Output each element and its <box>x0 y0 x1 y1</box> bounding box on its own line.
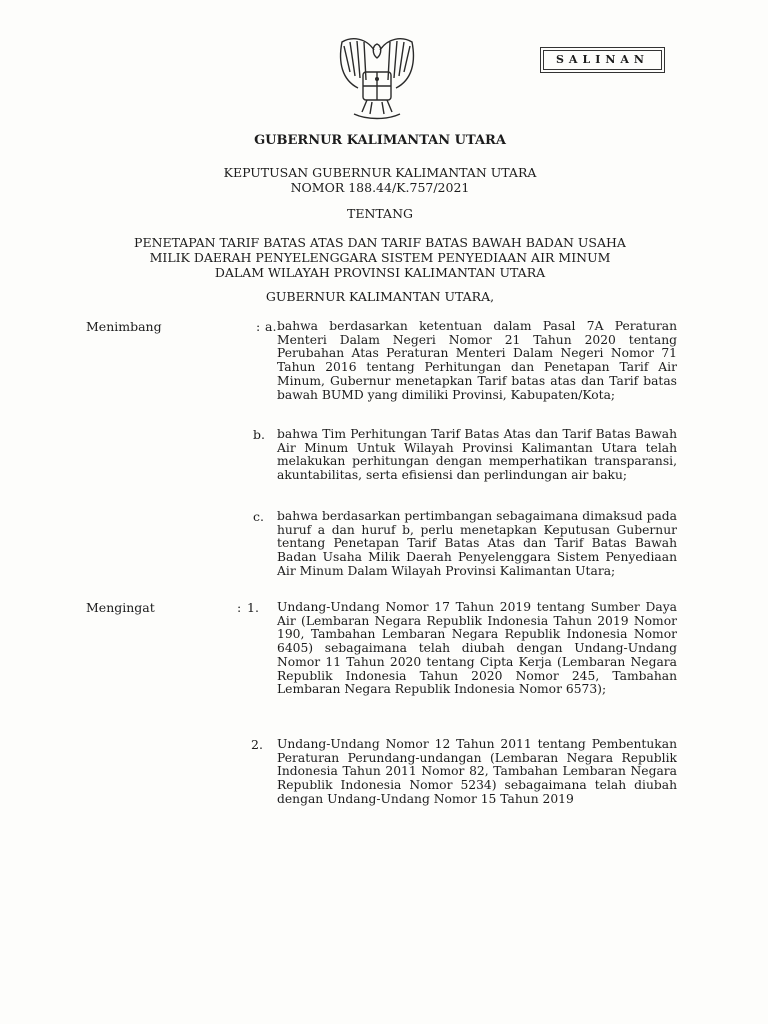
decision-subject <box>60 235 700 280</box>
garuda-emblem-icon <box>322 32 432 124</box>
mengingat-label: Mengingat <box>86 600 155 615</box>
item-marker: 1. <box>247 600 259 615</box>
decision-title <box>60 165 700 195</box>
menimbang-label: Menimbang <box>86 319 162 334</box>
item-marker: b. <box>253 427 265 442</box>
mengingat-colon: : <box>237 600 242 615</box>
item-marker: a. <box>265 319 277 334</box>
menimbang-item-c: bahwa berdasarkan pertimbangan sebagaimana dimaksud pada huruf a dan huruf b, perlu menetapkan Keputusan Gubernur tentang Penetapan Tarif Batas Atas dan Tarif Batas Bawah Badan Usaha Milik Daerah Penyelenggara Sistem Penyediaan Air Minum Dalam Wilayah Provinsi Kalimantan Utara; <box>277 509 677 578</box>
governor-line: GUBERNUR KALIMANTAN UTARA, <box>265 289 495 304</box>
item-marker: 2. <box>251 737 263 752</box>
subject-line: DALAM WILAYAH PROVINSI KALIMANTAN UTARA <box>214 265 546 280</box>
subject-line: PENETAPAN TARIF BATAS ATAS DAN TARIF BATAS BAWAH BADAN USAHA <box>134 235 626 250</box>
salinan-stamp: SALINAN <box>543 50 662 70</box>
item-marker: c. <box>253 509 264 524</box>
decision-number: NOMOR 188.44/K.757/2021 <box>290 180 470 195</box>
subject-line: MILIK DAERAH PENYELENGGARA SISTEM PENYEDIAAN AIR MINUM <box>149 250 611 265</box>
menimbang-item-b: bahwa Tim Perhitungan Tarif Batas Atas dan Tarif Batas Bawah Air Minum Untuk Wilayah Provinsi Kalimantan Utara telah melakukan perhitungan dengan memperhatikan transparansi, akuntabilitas, serta efisiensi dan perlindungan air baku; <box>277 427 677 483</box>
menimbang-item-a: bahwa berdasarkan ketentuan dalam Pasal 7A Peraturan Menteri Dalam Negeri Nomor 21 Tahun 2020 tentang Perubahan Atas Peraturan Menteri Dalam Negeri Nomor 71 Tahun 2016 tentang Perhitungan dan Penetapan Tarif Air Minum, Gubernur menetapkan Tarif batas atas dan Tarif batas bawah BUMD yang dimiliki Provinsi, Kabupaten/Kota; <box>277 319 677 402</box>
tentang-label: TENTANG <box>346 206 413 221</box>
mengingat-item-1: Undang-Undang Nomor 17 Tahun 2019 tentang Sumber Daya Air (Lembaran Negara Republik Indonesia Tahun 2019 Nomor 190, Tambahan Lembaran Negara Republik Indonesia Nomor 6405) sebagaimana telah diubah dengan Undang-Undang Nomor 11 Tahun 2020 tentang Cipta Kerja (Lembaran Negara Republik Indonesia Tahun 2020 Nomor 245, Tambahan Lembaran Negara Republik Indonesia Nomor 6573); <box>277 600 677 697</box>
mengingat-item-2: Undang-Undang Nomor 12 Tahun 2011 tentang Pembentukan Peraturan Perundang-undangan (Lembaran Negara Republik Indonesia Tahun 2011 Nomor 82, Tambahan Lembaran Negara Republik Indonesia Nomor 5234) sebagaimana telah diubah dengan Undang-Undang Nomor 15 Tahun 2019 <box>277 737 677 806</box>
document-heading: GUBERNUR KALIMANTAN UTARA <box>254 133 506 148</box>
menimbang-colon: : <box>256 319 261 334</box>
decision-title-line: KEPUTUSAN GUBERNUR KALIMANTAN UTARA <box>223 165 537 180</box>
